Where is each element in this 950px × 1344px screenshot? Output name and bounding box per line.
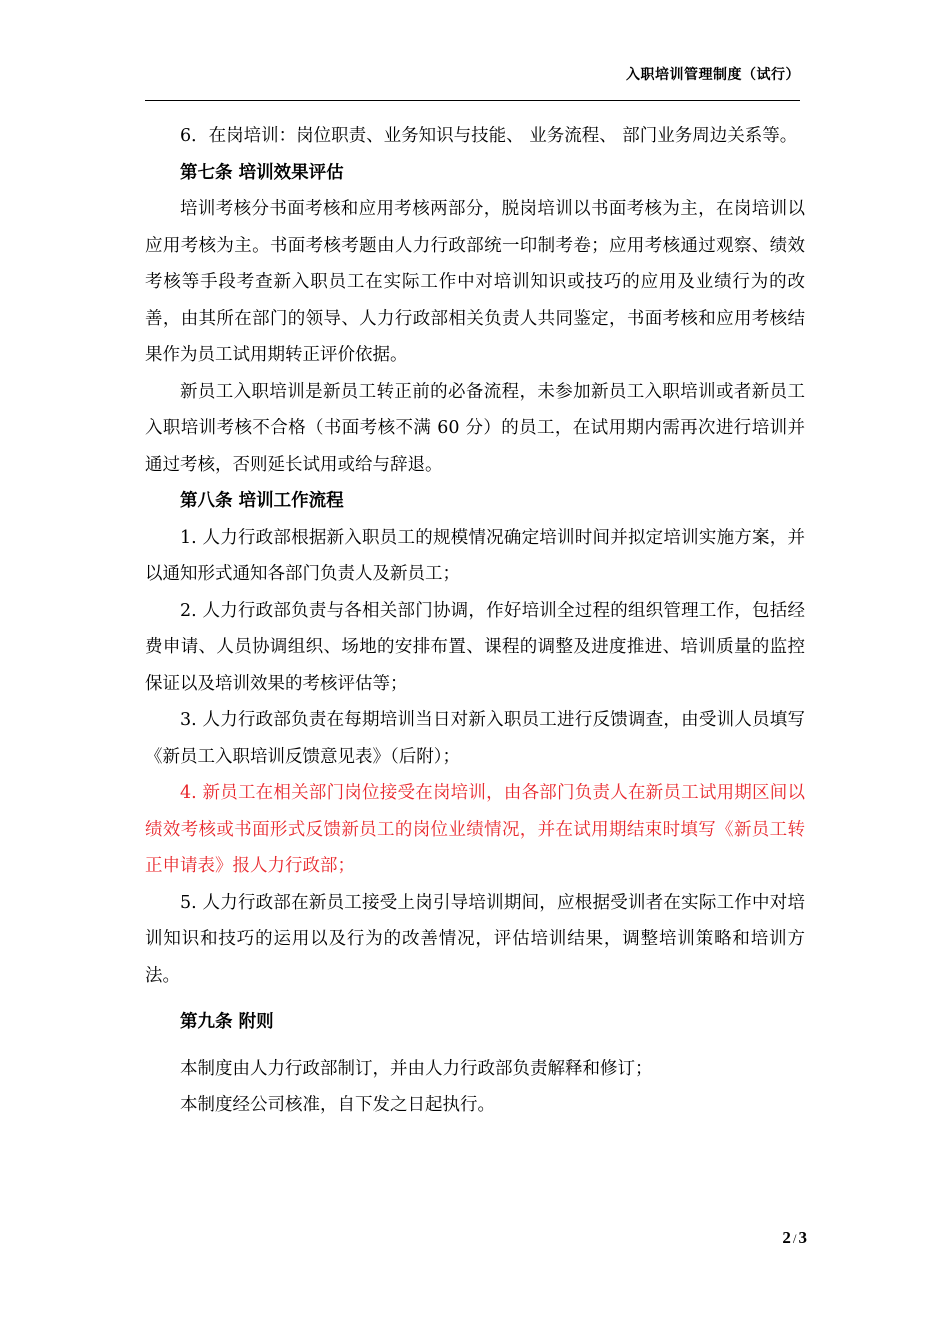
item-on-job-training: 6．在岗培训：岗位职责、业务知识与技能、 业务流程、 部门业务周边关系等。 [180, 126, 798, 146]
section-heading-article-7: 第七条 培训效果评估 [180, 162, 344, 183]
total-pages-number: 3 [798, 1228, 807, 1247]
document-header-title: 入职培训管理制度（试行） [626, 67, 800, 83]
process-step-2: 2. 人力行政部负责与各相关部门协调，作好培训全过程的组织管理工作，包括经费申请、人员协调组织、场地的安排布置、课程的调整及进度推进、培训质量的监控保证以及培训效果的考核评估等； [145, 600, 805, 694]
document-body [145, 118, 805, 1124]
header-divider [145, 100, 800, 101]
current-page-number: 2 [782, 1228, 791, 1247]
process-step-4-highlighted: 4. 新员工在相关部门岗位接受在岗培训，由各部门负责人在新员工试用期区间以绩效考核或书面形式反馈新员工的岗位业绩情况，并在试用期结束时填写《新员工转正申请表》报人力行政部； [145, 783, 805, 876]
process-step-5: 5. 人力行政部在新员工接受上岗引导培训期间，应根据受训者在实际工作中对培训知识和技巧的运用以及行为的改善情况，评估培训结果，调整培训策略和培训方法。 [145, 892, 805, 986]
supplementary-clause-2: 本制度经公司核准，自下发之日起执行。 [180, 1095, 495, 1115]
paragraph-assessment-requirement: 新员工入职培训是新员工转正前的必备流程，未参加新员工入职培训或者新员工入职培训考核不合格（书面考核不满 60 分）的员工，在试用期内需再次进行培训并通过考核，否则延长试用或给与辞退。 [145, 381, 805, 475]
page-number [782, 1228, 807, 1248]
section-heading-article-9: 第九条 附则 [180, 1012, 274, 1032]
page-separator: / [792, 1231, 797, 1246]
process-step-3: 3. 人力行政部负责在每期培训当日对新入职员工进行反馈调查，由受训人员填写《新员工入职培训反馈意见表》（后附）； [145, 710, 805, 767]
process-step-1: 1. 人力行政部根据新入职员工的规模情况确定培训时间并拟定培训实施方案，并以通知形式通知各部门负责人及新员工； [145, 527, 805, 584]
paragraph-assessment-method: 培训考核分书面考核和应用考核两部分，脱岗培训以书面考核为主，在岗培训以应用考核为主。书面考核考题由人力行政部统一印制考卷；应用考核通过观察、绩效考核等手段考查新入职员工在实际工作中对培训知识或技巧的应用及业绩行为的改善，由其所在部门的领导、人力行政部相关负责人共同鉴定，书面考核和应用考核结果作为员工试用期转正评价依据。 [145, 199, 805, 365]
supplementary-clause-1: 本制度由人力行政部制订，并由人力行政部负责解释和修订； [180, 1058, 653, 1079]
section-heading-article-8: 第八条 培训工作流程 [180, 491, 344, 511]
